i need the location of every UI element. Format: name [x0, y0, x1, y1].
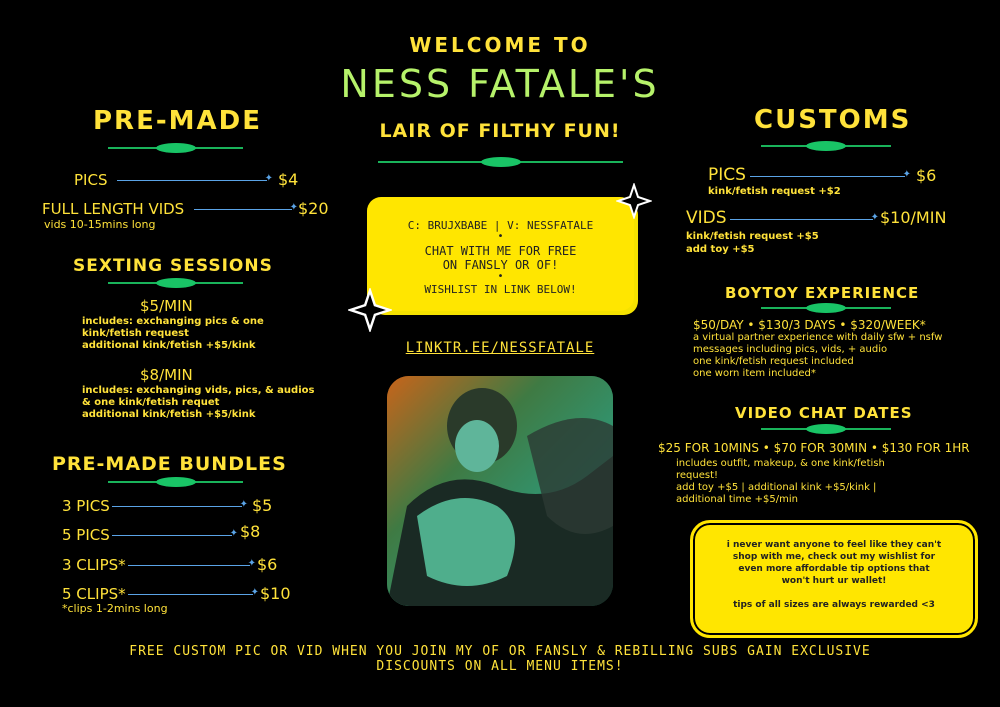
bundle-3clips-label: 3 CLIPS* — [62, 556, 126, 574]
star-icon — [616, 183, 652, 219]
note-line2: shop with me, check out my wishlist for — [732, 552, 936, 562]
customs-pics-price: $6 — [916, 166, 937, 185]
bundle-5clips-label: 5 CLIPS* — [62, 585, 126, 603]
customs-vids-leader — [730, 219, 873, 220]
customs-divider — [761, 141, 891, 151]
bundle-3pics-price: $5 — [252, 496, 273, 515]
chat-line-1: CHAT WITH ME FOR FREE — [424, 244, 577, 258]
sexting-title: SEXTING SESSIONS — [73, 256, 273, 276]
wishlist-text: WISHLIST IN LINK BELOW! — [424, 283, 577, 296]
sexting-tier1-line1: includes: exchanging pics & one — [82, 316, 264, 327]
boytoy-line3: one kink/fetish request included — [693, 356, 854, 367]
header-divider — [378, 157, 623, 167]
note-line4: won't hurt ur wallet! — [781, 576, 887, 586]
premade-vids-label: FULL LENGTH VIDS — [42, 200, 185, 218]
bundle-5pics-leader — [112, 535, 232, 536]
customs-vids-label: VIDS — [686, 208, 727, 228]
bundle-3clips-price: $6 — [257, 555, 278, 574]
customs-vids-note1: kink/fetish request +$5 — [686, 231, 819, 242]
video-chat-divider — [761, 424, 891, 434]
video-chat-title: VIDEO CHAT DATES — [735, 404, 913, 422]
premade-vids-price: $20 — [298, 199, 329, 218]
customs-pics-label: PICS — [708, 165, 746, 185]
boytoy-divider — [761, 303, 891, 313]
note-line1: i never want anyone to feel like they can't — [726, 540, 942, 550]
bundle-5clips-price: $10 — [260, 584, 291, 603]
linktree-link[interactable]: LINKTR.EE/NESSFATALE — [405, 340, 595, 356]
sexting-tier2-line2: & one kink/fetish requet — [82, 397, 220, 408]
premade-vids-note: vids 10-15mins long — [44, 218, 156, 231]
tagline: LAIR OF FILTHY FUN! — [379, 120, 621, 142]
footer-line1: FREE CUSTOM PIC OR VID WHEN YOU JOIN MY OF OR FANSLY & REBILLING SUBS GAIN EXCLUSIVE — [129, 644, 871, 659]
video-chat-line2: request! — [676, 470, 719, 481]
video-chat-line3: add toy +$5 | additional kink +$5/kink | — [676, 482, 877, 493]
sexting-tier2-line3: additional kink/fetish +$5/kink — [82, 409, 256, 420]
bundle-5pics-price: $8 — [240, 522, 261, 541]
premade-pics-leader — [117, 180, 267, 181]
video-chat-line4: additional time +$5/min — [676, 494, 798, 505]
customs-title: CUSTOMS — [754, 105, 912, 135]
chat-line-2: ON FANSLY OR OF! — [442, 258, 559, 272]
boytoy-line1: a virtual partner experience with daily sfw + nsfw — [693, 332, 943, 343]
sexting-divider — [108, 278, 243, 288]
sexting-tier2-line1: includes: exchanging vids, pics, & audios — [82, 385, 315, 396]
video-chat-prices: $25 FOR 10MINS • $70 FOR 30MIN • $130 FOR 1HR — [658, 441, 970, 455]
premade-pics-price: $4 — [278, 170, 299, 189]
bundle-3pics-leader — [112, 506, 242, 507]
premade-vids-leader — [194, 209, 292, 210]
handles-text: C: BRUJXBABE | V: NESSFATALE — [407, 219, 594, 232]
customs-pics-leader — [750, 176, 905, 177]
contact-box — [367, 197, 634, 311]
video-chat-line1: includes outfit, makeup, & one kink/fetish — [676, 458, 885, 469]
bundles-title: PRE-MADE BUNDLES — [52, 453, 287, 475]
bundle-5pics-label: 5 PICS — [62, 526, 110, 544]
sexting-tier1-price: $5/MIN — [140, 297, 193, 315]
note-line3: even more affordable tip options that — [738, 564, 930, 574]
bundles-note: *clips 1-2mins long — [62, 602, 168, 615]
customs-pics-note: kink/fetish request +$2 — [708, 186, 841, 197]
boytoy-line2: messages including pics, vids, + audio — [693, 344, 888, 355]
bundles-divider — [108, 477, 243, 487]
bundle-5clips-leader — [128, 594, 253, 595]
boytoy-prices: $50/DAY • $130/3 DAYS • $320/WEEK* — [693, 318, 926, 332]
customs-vids-note2: add toy +$5 — [686, 244, 755, 255]
note-tips: tips of all sizes are always rewarded <3 — [733, 600, 935, 610]
boytoy-line4: one worn item included* — [693, 368, 816, 379]
premade-title: PRE-MADE — [93, 106, 262, 136]
welcome-text: WELCOME TO — [409, 33, 591, 57]
boytoy-title: BOYTOY EXPERIENCE — [725, 284, 920, 302]
bullet-2: • — [497, 271, 504, 282]
premade-divider — [108, 143, 243, 153]
profile-photo — [387, 376, 613, 606]
sexting-tier1-line3: additional kink/fetish +$5/kink — [82, 340, 256, 351]
page-title: NESS FATALE'S — [340, 62, 660, 106]
sexting-tier1-line2: kink/fetish request — [82, 328, 189, 339]
premade-pics-label: PICS — [74, 171, 108, 189]
star-icon — [348, 288, 392, 332]
bundle-3pics-label: 3 PICS — [62, 497, 110, 515]
bullet-1: • — [497, 231, 504, 242]
customs-vids-price: $10/MIN — [880, 208, 947, 227]
bundle-3clips-leader — [128, 565, 250, 566]
wishlist-note-box — [690, 520, 978, 638]
footer-line2: DISCOUNTS ON ALL MENU ITEMS! — [376, 659, 624, 674]
sexting-tier2-price: $8/MIN — [140, 366, 193, 384]
